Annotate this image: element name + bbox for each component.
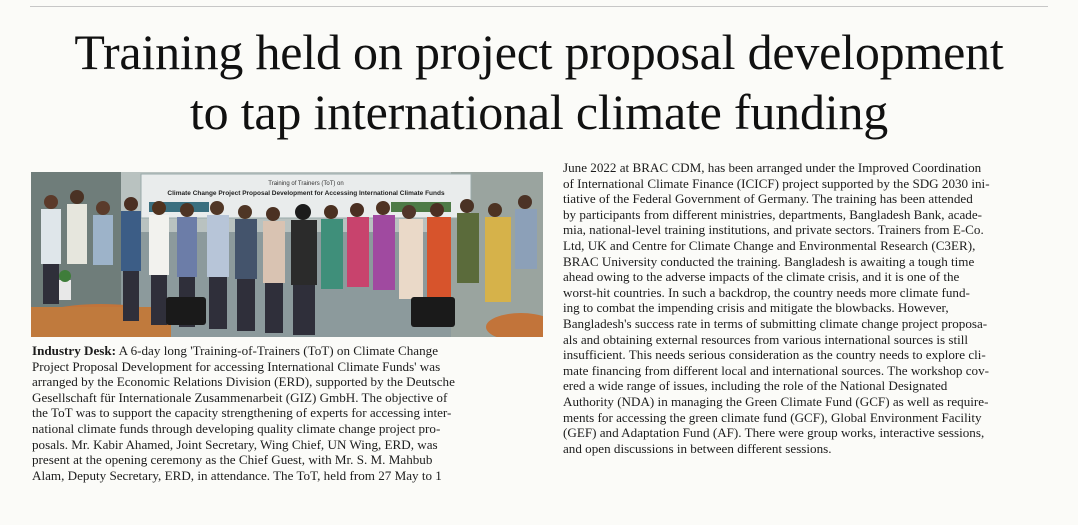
- right-line: and open discussions in between different sessions.: [563, 440, 832, 456]
- right-line: Ltd, UK and Centre for Climate Change and Environmental Research (C3ER),: [563, 237, 976, 253]
- right-line: (GEF) and Adaptation Fund (AF). There were group works, interactive sessions,: [563, 425, 985, 441]
- right-line: mate financing from different local and international sources. The workshop cov-: [563, 362, 990, 378]
- left-line-1: [32, 343, 544, 359]
- left-line: present at the opening ceremony as the Chief Guest, with Mr. S. M. Mahbub: [32, 452, 433, 468]
- banner-line-2: Climate Change Project Proposal Development for Accessing International Climate Funds: [167, 190, 445, 197]
- left-line-1-text: A 6-day long 'Training-of-Trainers (ToT) on Climate Change: [116, 343, 439, 358]
- right-line: of International Climate Finance (ICICF) project supported by the SDG 2030 ini-: [563, 175, 990, 191]
- right-line: June 2022 at BRAC CDM, has been arranged under the Improved Coordination: [563, 160, 982, 175]
- article-right-column: [563, 160, 1053, 456]
- right-line: ing to combat the impending crisis and mitigate the blowbacks. However,: [563, 300, 949, 316]
- group-photo: [31, 172, 543, 337]
- right-line: Bangladesh's success rate in terms of submitting climate change project proposa-: [563, 315, 988, 331]
- left-line: the ToT was to support the capacity strengthening of experts for accessing inter-: [32, 405, 452, 421]
- right-line: als and obtaining external resources from various international sources is still: [563, 331, 969, 347]
- right-line: tiative of the Federal Government of Germany. The training has been attended: [563, 191, 973, 207]
- banner-line-1: Training of Trainers (ToT) on: [268, 181, 344, 187]
- top-rule: [30, 6, 1048, 7]
- right-line: ments for accessing the green climate fund (GCF), Global Environment Facility: [563, 409, 982, 425]
- right-line: Authority (NDA) in managing the Green Climate Fund (GCF) as well as require-: [563, 393, 989, 409]
- right-line: ered a wide range of issues, including the role of the National Designated: [563, 378, 948, 394]
- left-line: Gesellschaft für Internationale Zusammenarbeit (GIZ) GmbH. The objective of: [32, 389, 448, 405]
- right-line: BRAC University conducted the training. Bangladesh is awaiting a tough time: [563, 253, 975, 269]
- right-line: mia, national-level training institutions, and private sectors. Trainers from E-Co.: [563, 222, 984, 238]
- left-line: posals. Mr. Kabir Ahamed, Joint Secretary, Wing Chief, UN Wing, ERD, was: [32, 436, 438, 452]
- right-line: ahead owing to the adverse impacts of the climate crisis, and it is one of the: [563, 269, 960, 285]
- article-left-column: [32, 343, 544, 483]
- right-line: insufficient. This needs serious consideration as the country needs to explore cli-: [563, 347, 986, 363]
- right-line: worst-hit countries. In such a backdrop, the country needs more climate fund-: [563, 284, 970, 300]
- left-line: Alam, Deputy Secretary, ERD, in attendance. The ToT, held from 27 May to 1: [32, 467, 442, 483]
- right-line: by participants from different ministries, departments, Bangladesh Bank, acade-: [563, 206, 982, 222]
- article-lead: Industry Desk:: [32, 343, 117, 358]
- headline-line-1: Training held on project proposal development: [74, 24, 1004, 80]
- left-line: national climate funds through developing quality climate change project pro-: [32, 420, 441, 436]
- left-line: arranged by the Economic Relations Division (ERD), supported by the Deutsche: [32, 374, 455, 390]
- left-line: Project Proposal Development for accessing International Climate Funds' was: [32, 358, 441, 374]
- group-photo-illustration: [31, 172, 543, 337]
- headline: [0, 22, 1078, 142]
- headline-line-2: to tap international climate funding: [189, 84, 889, 140]
